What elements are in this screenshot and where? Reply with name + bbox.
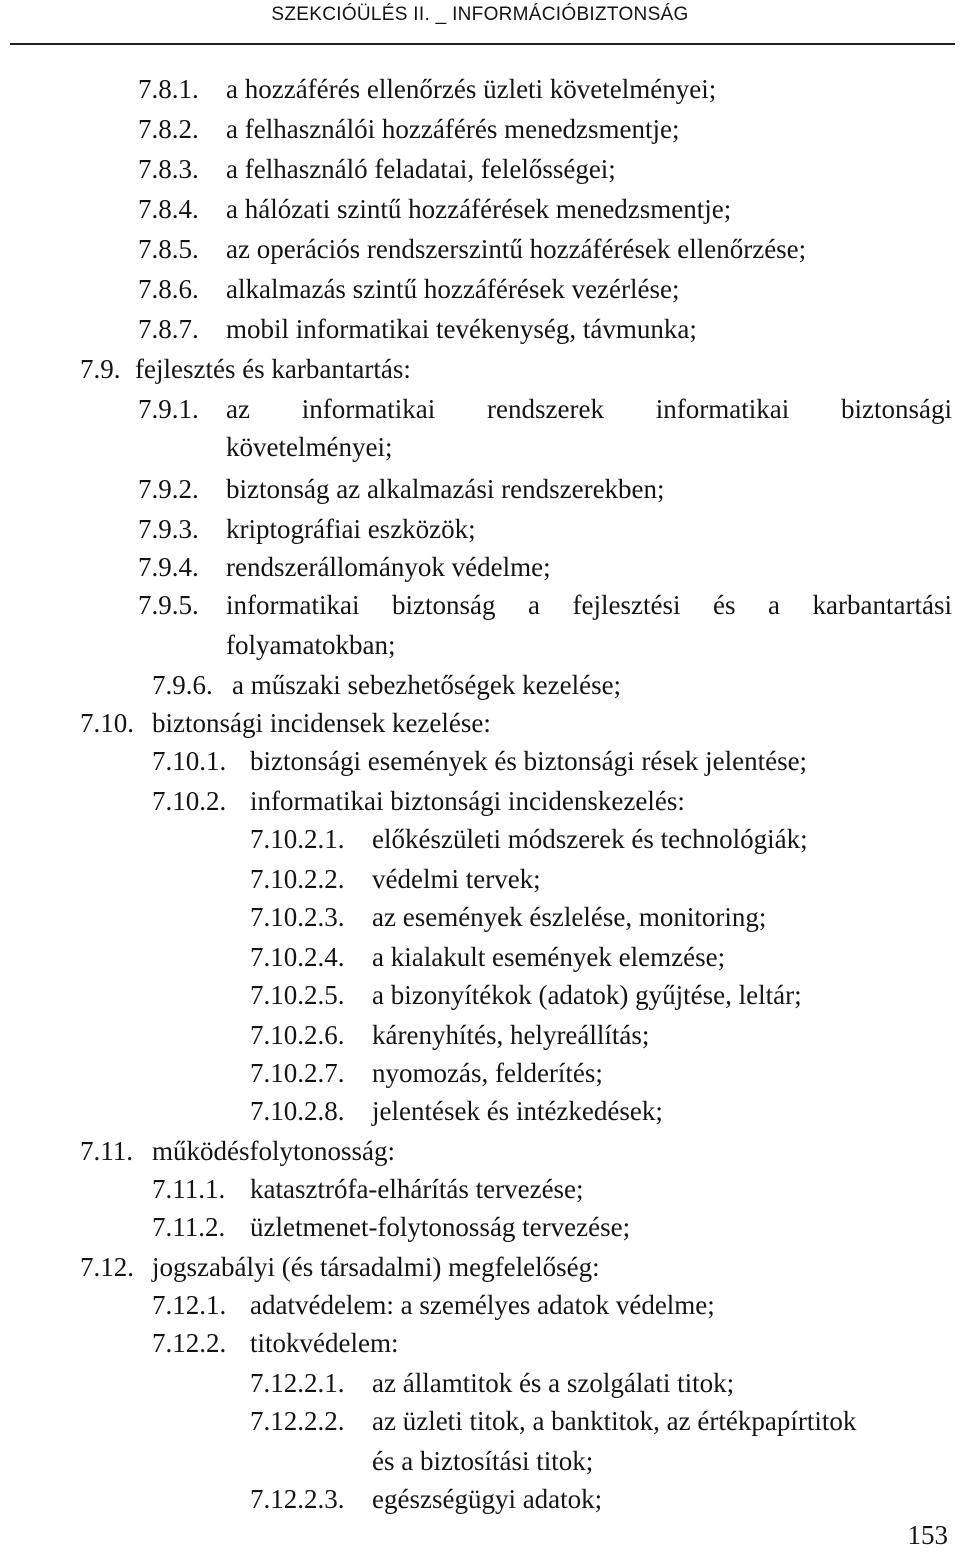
entry-text: biztonsági incidensek kezelése: [152,708,491,738]
entry-text: biztonsági események és biztonsági rések jelentése; [250,746,808,776]
entry-number: 7.8.7. [138,314,199,344]
entry-text: a műszaki sebezhetőségek kezelése; [232,670,622,700]
entry-text: biztonság az alkalmazási rendszerekben; [226,474,665,504]
entry-number: 7.9.6. [152,670,213,700]
entry-number: 7.12.2. [152,1328,227,1358]
entry-number: 7.10.2. [152,786,227,816]
entry-number: 7.10.2.8. [250,1096,345,1126]
entry-number: 7.12.2.2. [250,1406,345,1436]
entry-number: 7.11. [80,1136,133,1166]
entry-text-continued: folyamatokban; [226,630,396,660]
entry-number: 7.8.2. [138,114,199,144]
entry-number: 7.12.2.3. [250,1484,345,1514]
entry-number: 7.9.3. [138,514,199,544]
entry-text-continued: és a biztosítási titok; [372,1446,594,1476]
entry-text: előkészületi módszerek és technológiák; [372,824,808,854]
entry-number: 7.10.2.3. [250,902,345,932]
entry-number: 7.8.5. [138,234,199,264]
entry-number: 7.11.2. [152,1212,226,1242]
running-header-title: SZEKCIÓÜLÉS II. _ INFORMÁCIÓBIZTONSÁG [271,4,689,25]
entry-number: 7.10.2.4. [250,942,345,972]
entry-text: alkalmazás szintű hozzáférések vezérlése; [226,274,680,304]
entry-text: rendszerállományok védelme; [226,552,551,582]
entry-number: 7.8.6. [138,274,199,304]
entry-number: 7.8.4. [138,194,199,224]
entry-number: 7.10. [80,708,134,738]
entry-text-continued: követelményei; [226,432,393,462]
entry-text: jogszabályi (és társadalmi) megfelelőség: [152,1252,600,1282]
entry-text: működésfolytonosság: [152,1136,395,1166]
entry-text: egészségügyi adatok; [372,1484,603,1514]
header-divider [10,43,955,45]
entry-text: a felhasználó feladatai, felelősségei; [226,154,616,184]
entry-number: 7.10.2.5. [250,980,345,1010]
entry-text: a kialakult események elemzése; [372,942,726,972]
entry-number: 7.8.3. [138,154,199,184]
entry-text: az üzleti titok, a banktitok, az értékpapírtitok [372,1406,857,1436]
entry-number: 7.9. [80,354,121,384]
page-number: 153 [907,1520,948,1550]
entry-number: 7.10.2.2. [250,864,345,894]
entry-text: nyomozás, felderítés; [372,1058,603,1088]
entry-text: titokvédelem: [250,1328,399,1358]
entry-number: 7.9.4. [138,552,199,582]
entry-text: az informatikai rendszerek informatikai biztonsági [226,394,952,424]
entry-text: katasztrófa-elhárítás tervezése; [250,1174,584,1204]
entry-number: 7.12. [80,1252,134,1282]
entry-number: 7.12.2.1. [250,1368,345,1398]
entry-text: a hozzáférés ellenőrzés üzleti követelményei; [226,74,717,104]
entry-number: 7.11.1. [152,1174,226,1204]
entry-text: a bizonyítékok (adatok) gyűjtése, leltár; [372,980,802,1010]
entry-text: mobil informatikai tevékenység, távmunka; [226,314,697,344]
entry-number: 7.12.1. [152,1290,227,1320]
entry-number: 7.10.2.6. [250,1020,345,1050]
entry-text: kriptográfiai eszközök; [226,514,476,544]
entry-text: az események észlelése, monitoring; [372,902,767,932]
page-header [0,0,960,46]
entry-number: 7.9.2. [138,474,199,504]
entry-text: az operációs rendszerszintű hozzáférések ellenőrzése; [226,234,807,264]
entry-text: jelentések és intézkedések; [372,1096,663,1126]
entry-text: fejlesztés és karbantartás: [135,354,411,384]
entry-number: 7.9.5. [138,590,199,620]
entry-text: a hálózati szintű hozzáférések menedzsmentje; [226,194,732,224]
entry-number: 7.8.1. [138,74,199,104]
entry-text: informatikai biztonság a fejlesztési és a karbantartási [226,590,952,620]
entry-number: 7.10.2.7. [250,1058,345,1088]
entry-text: védelmi tervek; [372,864,541,894]
entry-text: a felhasználói hozzáférés menedzsmentje; [226,114,680,144]
entry-number: 7.10.1. [152,746,227,776]
entry-text: üzletmenet-folytonosság tervezése; [250,1212,631,1242]
entry-text: az államtitok és a szolgálati titok; [372,1368,735,1398]
entry-number: 7.10.2.1. [250,824,345,854]
entry-text: adatvédelem: a személyes adatok védelme; [250,1290,715,1320]
entry-number: 7.9.1. [138,394,199,424]
entry-text: informatikai biztonsági incidenskezelés: [250,786,685,816]
entry-text: kárenyhítés, helyreállítás; [372,1020,650,1050]
